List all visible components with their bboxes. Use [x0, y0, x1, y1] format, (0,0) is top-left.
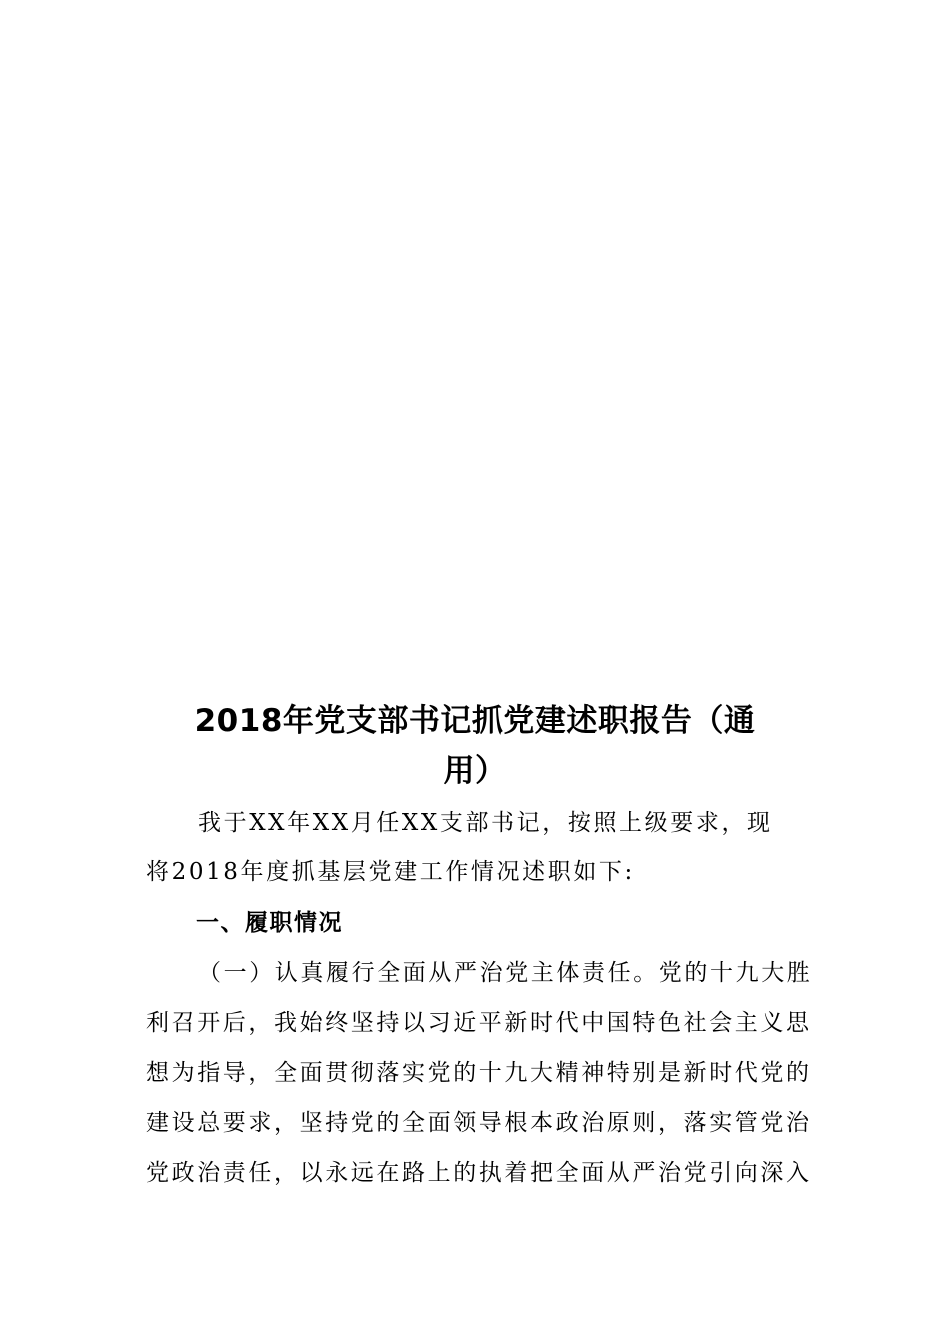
document-title	[150, 696, 800, 796]
paragraph-2-line-2: 利召开后，我始终坚持以习近平新时代中国特色社会主义思	[146, 1010, 812, 1036]
paragraph-2-line-5: 党政治责任，以永远在路上的执着把全面从严治党引向深入	[146, 1160, 812, 1186]
paragraph-1-line-1: 我于XX年XX月任XX支部书记，按照上级要求，现	[198, 810, 773, 836]
paragraph-2-line-1: （一）认真履行全面从严治党主体责任。党的十九大胜	[198, 960, 813, 986]
paragraph-1-line-2: 将2018年度抓基层党建工作情况述职如下:	[146, 859, 635, 885]
title-line-1: 2018年党支部书记抓党建述职报告（通	[194, 703, 756, 739]
paragraph-2-line-3: 想为指导，全面贯彻落实党的十九大精神特别是新时代党的	[146, 1060, 812, 1086]
paragraph-2-line-4: 建设总要求，坚持党的全面领导根本政治原则，落实管党治	[146, 1110, 812, 1136]
title-line-2: 用）	[443, 753, 507, 789]
section-heading: 一、履职情况	[196, 910, 343, 936]
